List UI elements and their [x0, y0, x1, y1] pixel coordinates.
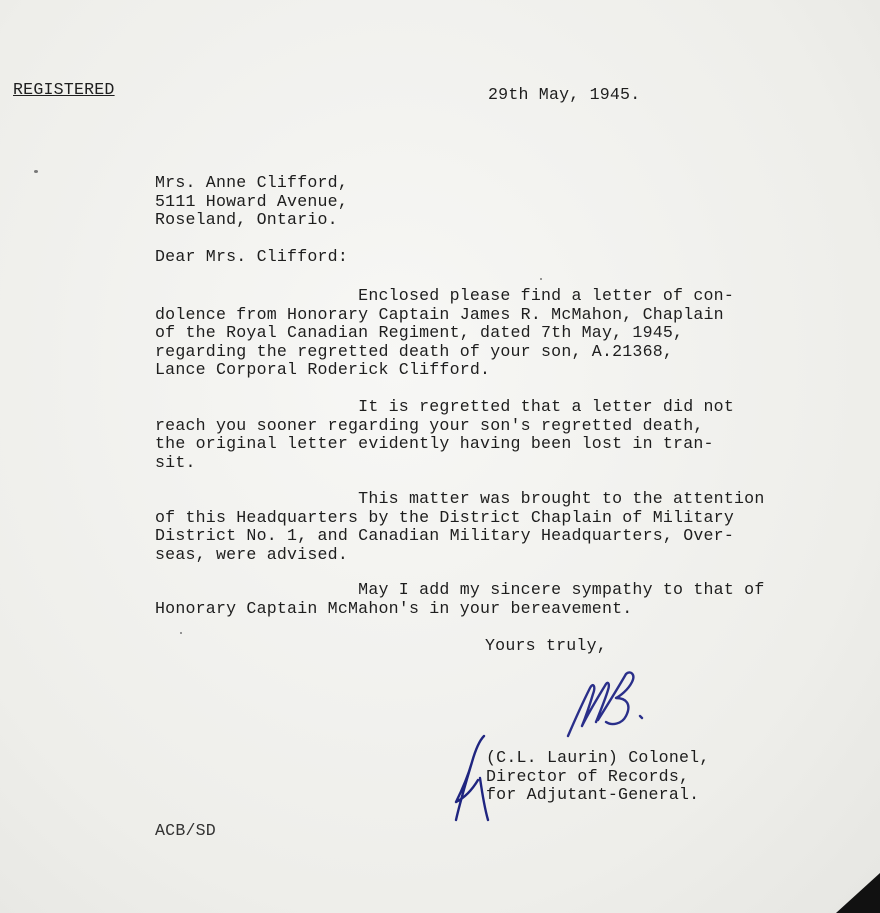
signature-block [486, 749, 709, 805]
signatory-authority-line: for Adjutant-General. [486, 785, 700, 804]
registered-mark: REGISTERED [13, 80, 115, 99]
closing: Yours truly, [485, 636, 607, 655]
paper-speck [540, 278, 542, 280]
body-paragraph-2: It is regretted that a letter did not reach you sooner regarding your son's regretted death, the original letter evidently having been lost in tran- sit. [155, 397, 734, 472]
address-line: 5111 Howard Avenue, [155, 191, 348, 211]
letter-date: 29th May, 1945. [488, 85, 641, 104]
salutation: Dear Mrs. Clifford: [155, 247, 348, 266]
recipient-address [155, 174, 348, 230]
address-line: Roseland, Ontario. [155, 210, 338, 229]
reference-initials: ACB/SD [155, 821, 216, 840]
signatory-name-line: (C.L. Laurin) Colonel, [486, 748, 710, 767]
body-paragraph-3: This matter was brought to the attention of this Headquarters by the District Chaplain of Military District No. 1, and Canadian Military Headquarters, Over- seas, were advised. [155, 489, 765, 564]
body-paragraph-4: May I add my sincere sympathy to that of Honorary Captain McMahon's in your bereavement. [155, 580, 765, 618]
paper-speck [180, 632, 182, 634]
page-corner-shadow [836, 873, 880, 913]
signatory-title-line: Director of Records, [486, 766, 690, 786]
paper-speck [34, 170, 38, 173]
body-paragraph-1: Enclosed please find a letter of con- dolence from Honorary Captain James R. McMahon, Chaplain of the Royal Canadian Regiment, dated 7th May, 1945, regarding the regretted death of your son, A.21368, Lance Corporal Roderick Clifford. [155, 286, 734, 379]
address-line: Mrs. Anne Clifford, [155, 173, 348, 192]
handwritten-signature [560, 664, 660, 744]
